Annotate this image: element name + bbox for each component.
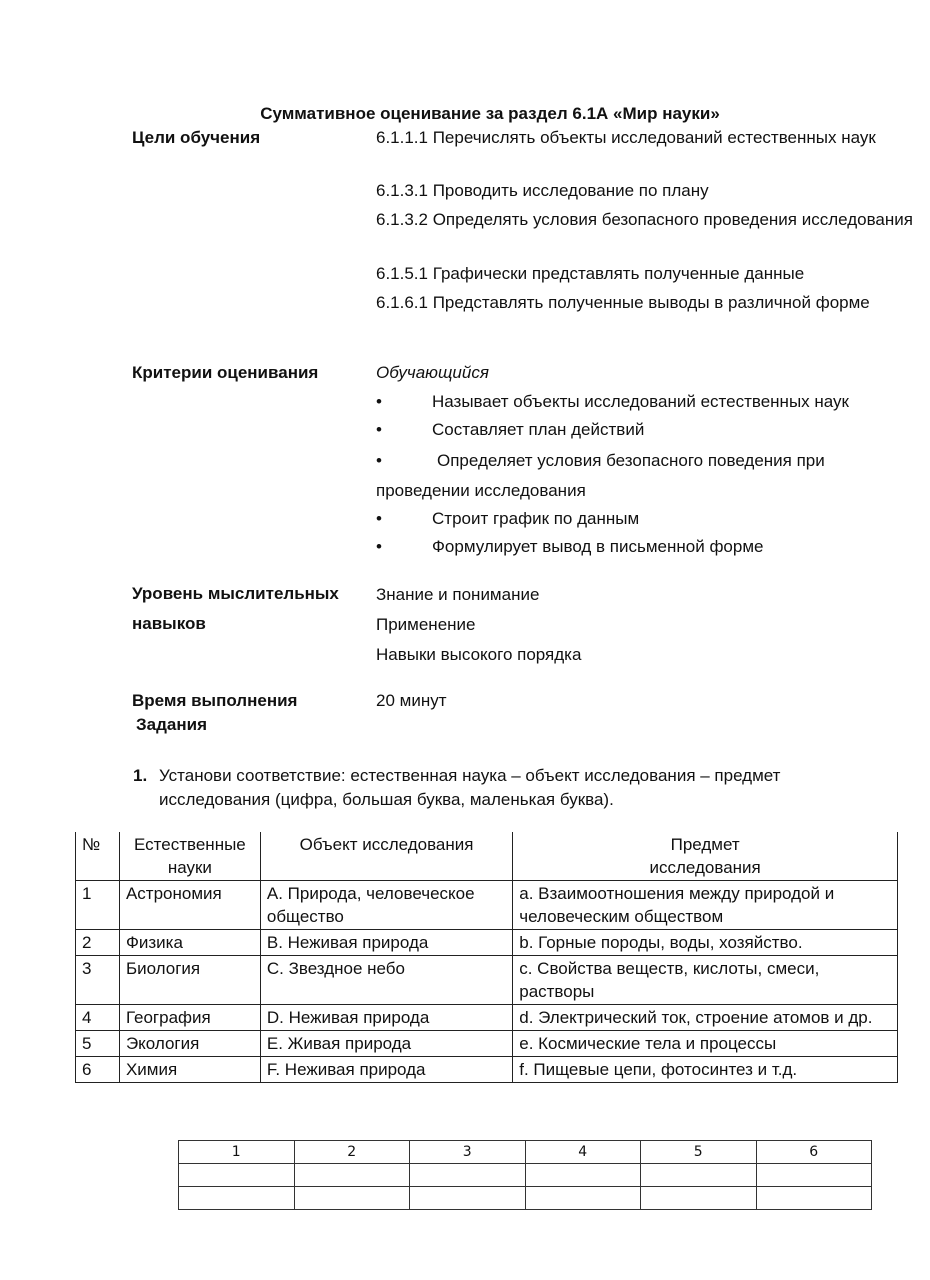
criteria-intro: Обучающийся (376, 363, 489, 382)
task-1 (133, 764, 873, 812)
answer-cell[interactable] (410, 1164, 526, 1187)
cell-number: 1 (76, 881, 120, 930)
answer-header: 2 (294, 1141, 410, 1164)
table-row (76, 930, 898, 956)
answer-row (179, 1164, 872, 1187)
table-row (76, 881, 898, 930)
skill-item: Применение (376, 615, 476, 634)
cell-number: 2 (76, 930, 120, 956)
matching-table (75, 832, 898, 1083)
goal-item: 6.1.6.1 Представлять полученные выводы в различной форме (376, 293, 870, 312)
cell-science: Химия (119, 1057, 260, 1083)
goal-item: 6.1.3.1 Проводить исследование по плану (376, 181, 709, 200)
time-value: 20 минут (376, 691, 447, 710)
table-row (76, 1031, 898, 1057)
answer-cell[interactable] (641, 1187, 757, 1210)
answer-header: 6 (756, 1141, 872, 1164)
cell-object: А. Природа, человеческое общество (260, 881, 512, 930)
answer-cell[interactable] (525, 1164, 641, 1187)
skills-label: Уровень мыслительных (132, 584, 339, 603)
answer-cell[interactable] (756, 1187, 872, 1210)
goal-item: 6.1.5.1 Графически представлять полученные данные (376, 264, 805, 283)
table-row (76, 956, 898, 1005)
cell-number: 3 (76, 956, 120, 1005)
answer-cell[interactable] (756, 1164, 872, 1187)
cell-number: 4 (76, 1005, 120, 1031)
time-label: Время выполнения (132, 691, 298, 710)
answer-header: 1 (179, 1141, 295, 1164)
page-title: Суммативное оценивание за раздел 6.1А «Мир науки» (260, 104, 720, 123)
header-subject: Предмет исследования (513, 832, 898, 881)
document-page: Суммативное оценивание за раздел 6.1А «Мир науки» Цели обучения 6.1.1.1 Перечислять объекты исследований естественных наук 6.1.3.1 Проводить исследование по плану 6.1.3.2 Определять условия безопасного проведения исследования 6.1.5.1 Графически представлять полученные данные 6.1.6.1 Представлять полученные выводы в различной форме Критерии оценивания Обучающийся • Называет объекты исследований естественных наук • Составляет план действий • Определяет условия безопасного поведения при проведении исследования • Строит график по данным • Формулирует вывод в письменной форме Уровень мыслительных навыков Знание и понимание Применение Навыки высокого порядка Время выполнения Задания 20 минут 1. Установи соответствие: естественная наука – объект исследования – предмет исследования (цифра, большая буква, маленькая буква). № Естественные науки Объект исследования Предмет исследования 1 Астрономия А. Природа, человеческое общество a. Взаимоотношения между природой и человеческим обществом 2 Физика В. Неживая природа b. Горные породы, воды, хозяйство. 3 Биология С. Звездное небо c. Свойства веществ, кислоты, смеси, растворы 4 География D. Неживая природа d. Электрический ток, строение атомов и др. 5 Экология E. Живая природа e. Космические тела и процессы 6 Химия F. Неживая природа f. Пищевые цепи, фотосинтез и т.д. 1 2 3 4 5 6 (0, 0, 930, 1280)
answer-cell[interactable] (179, 1164, 295, 1187)
goal-item: 6.1.1.1 Перечислять объекты исследований естественных наук (376, 128, 876, 147)
answer-cell[interactable] (294, 1187, 410, 1210)
answer-cell[interactable] (179, 1187, 295, 1210)
skills-label: навыков (132, 614, 206, 633)
goal-item: 6.1.3.2 Определять условия безопасного проведения исследования (376, 210, 913, 229)
goals-label: Цели обучения (132, 128, 261, 147)
cell-object: С. Звездное небо (260, 956, 512, 1005)
cell-science: Экология (119, 1031, 260, 1057)
cell-object: D. Неживая природа (260, 1005, 512, 1031)
answer-row (179, 1187, 872, 1210)
bullet-icon: • (376, 537, 382, 556)
table-row (76, 1005, 898, 1031)
skill-item: Навыки высокого порядка (376, 645, 582, 664)
cell-science: Астрономия (119, 881, 260, 930)
cell-subject: b. Горные породы, воды, хозяйство. (513, 930, 898, 956)
bullet-icon: • (376, 392, 382, 411)
header-object: Объект исследования (260, 832, 512, 881)
bullet-icon: • (376, 509, 382, 528)
answer-header: 3 (410, 1141, 526, 1164)
answer-cell[interactable] (525, 1187, 641, 1210)
answer-header: 5 (641, 1141, 757, 1164)
skill-item: Знание и понимание (376, 585, 540, 604)
cell-science: Физика (119, 930, 260, 956)
cell-subject: e. Космические тела и процессы (513, 1031, 898, 1057)
answer-table (178, 1140, 872, 1210)
bullet-icon: • (376, 420, 382, 439)
answer-header: 4 (525, 1141, 641, 1164)
cell-science: География (119, 1005, 260, 1031)
cell-object: F. Неживая природа (260, 1057, 512, 1083)
cell-subject: d. Электрический ток, строение атомов и др. (513, 1005, 898, 1031)
cell-number: 6 (76, 1057, 120, 1083)
task-text: Установи соответствие: естественная наука – объект исследования – предмет исследования (цифра, большая буква, маленькая буква). (159, 766, 781, 809)
cell-number: 5 (76, 1031, 120, 1057)
header-science: Естественные науки (119, 832, 260, 881)
cell-science: Биология (119, 956, 260, 1005)
table-header-row (76, 832, 898, 881)
cell-subject: c. Свойства веществ, кислоты, смеси, растворы (513, 956, 898, 1005)
criteria-item-continuation: проведении исследования (376, 481, 586, 500)
cell-object: В. Неживая природа (260, 930, 512, 956)
cell-object: E. Живая природа (260, 1031, 512, 1057)
answer-cell[interactable] (410, 1187, 526, 1210)
criteria-label: Критерии оценивания (132, 363, 319, 382)
task-number: 1. (133, 766, 148, 785)
cell-subject: a. Взаимоотношения между природой и человеческим обществом (513, 881, 898, 930)
answer-cell[interactable] (641, 1164, 757, 1187)
header-number: № (76, 832, 120, 881)
answer-cell[interactable] (294, 1164, 410, 1187)
bullet-icon: • (376, 451, 382, 470)
cell-subject: f. Пищевые цепи, фотосинтез и т.д. (513, 1057, 898, 1083)
table-row (76, 1057, 898, 1083)
time-label: Задания (136, 715, 207, 734)
answer-header-row (179, 1141, 872, 1164)
